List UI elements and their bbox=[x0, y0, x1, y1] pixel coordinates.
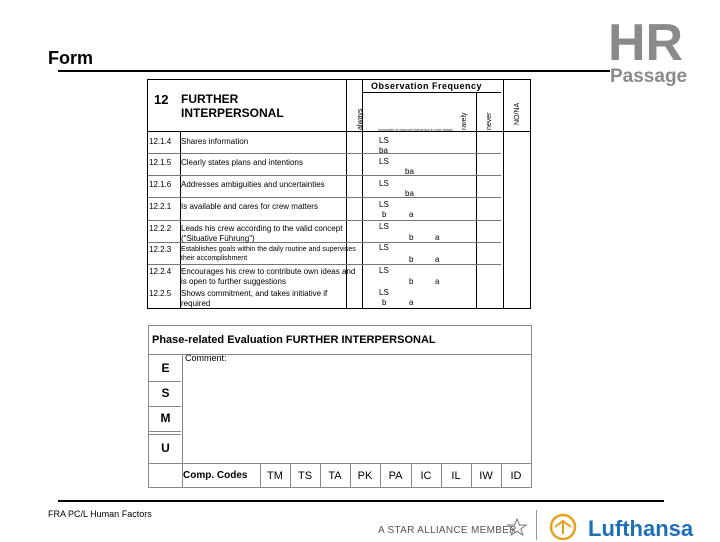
evaluation-title: Phase-related Evaluation FURTHER INTERPERSONAL bbox=[152, 334, 436, 346]
evaluation-table bbox=[148, 325, 532, 488]
grid-line bbox=[149, 431, 181, 432]
row-text: Establishes goals within the daily routine and supervises their accomplishment bbox=[181, 246, 356, 262]
code-pa: PA bbox=[388, 470, 403, 482]
mark: a bbox=[435, 277, 440, 286]
row-id: 12.2.4 bbox=[149, 267, 172, 276]
mark: LS bbox=[379, 243, 389, 252]
col-label-nona: NO/NA bbox=[514, 102, 521, 125]
grid-line bbox=[503, 80, 504, 308]
grid-line bbox=[148, 197, 501, 198]
grid-line bbox=[148, 220, 501, 221]
code-il: IL bbox=[451, 470, 461, 482]
lufthansa-brand: Lufthansa bbox=[588, 516, 694, 541]
section-title bbox=[181, 92, 356, 120]
mark: ba bbox=[379, 146, 388, 155]
footer-divider bbox=[58, 500, 664, 502]
mark: b bbox=[409, 233, 414, 242]
page-title: Form bbox=[48, 48, 93, 68]
grid-line bbox=[182, 354, 183, 487]
mark: LS bbox=[379, 222, 389, 231]
star-alliance-text: A STAR ALLIANCE MEMBER bbox=[378, 525, 517, 536]
grid-line bbox=[476, 92, 477, 308]
grid-line bbox=[362, 92, 501, 93]
row-id: 12.2.3 bbox=[149, 245, 172, 254]
mark: a bbox=[409, 298, 414, 307]
mark: LS bbox=[379, 136, 389, 145]
footer-department: FRA PC/L Human Factors bbox=[48, 509, 152, 519]
mark: a bbox=[409, 210, 414, 219]
row-text: Encourages his crew to contribute own ideas and is open to further suggestions bbox=[181, 267, 356, 286]
star-alliance-icon bbox=[506, 518, 528, 536]
row-id: 12.1.4 bbox=[149, 137, 172, 146]
section-title-line: FURTHER bbox=[181, 92, 239, 106]
frequency-title: Observation Frequency bbox=[370, 81, 483, 91]
code-ta: TA bbox=[328, 470, 342, 482]
rating-u: U bbox=[161, 441, 170, 455]
grid-line bbox=[148, 264, 501, 265]
comment-label: Comment: bbox=[185, 353, 227, 363]
mark: LS bbox=[379, 288, 389, 297]
rating-m: M bbox=[160, 411, 171, 425]
mark: LS bbox=[379, 179, 389, 188]
rating-e: E bbox=[161, 361, 170, 375]
rating-s: S bbox=[161, 386, 170, 400]
col-label-always: always bbox=[357, 108, 364, 130]
code-id: ID bbox=[510, 470, 522, 482]
code-iw: IW bbox=[479, 470, 493, 482]
grid-line bbox=[149, 381, 181, 382]
mark: b bbox=[409, 277, 414, 286]
section-number: 12 bbox=[154, 92, 169, 107]
section-title-line: INTERPERSONAL bbox=[181, 106, 284, 120]
code-pk: PK bbox=[357, 470, 373, 482]
mark: b bbox=[382, 210, 387, 219]
logo-passage-text: Passage bbox=[610, 66, 688, 87]
grid-line bbox=[148, 131, 530, 132]
mark: ba bbox=[405, 167, 414, 176]
mark: LS bbox=[379, 157, 389, 166]
grid-line bbox=[149, 406, 181, 407]
row-text: Is available and cares for crew matters bbox=[181, 202, 318, 211]
row-text: Addresses ambiguities and uncertainties bbox=[181, 180, 325, 189]
header-divider bbox=[58, 70, 610, 72]
grid-line bbox=[148, 153, 501, 154]
row-text: Clearly states plans and intentions bbox=[181, 158, 303, 167]
grid-line bbox=[149, 463, 531, 464]
logo-hr-text: HR bbox=[608, 14, 684, 72]
mark: LS bbox=[379, 266, 389, 275]
observation-table bbox=[147, 79, 531, 309]
row-id: 12.2.2 bbox=[149, 224, 172, 233]
row-id: 12.1.6 bbox=[149, 180, 172, 189]
col-label-never: never bbox=[486, 112, 493, 130]
code-tm: TM bbox=[267, 470, 283, 482]
column-note: (examples of observed behaviour in rows below) bbox=[378, 128, 454, 132]
code-ts: TS bbox=[297, 470, 313, 482]
mark: a bbox=[435, 233, 440, 242]
mark: ba bbox=[405, 189, 414, 198]
row-text: Shows commitment, and takes initiative if required bbox=[181, 289, 328, 308]
footer-separator bbox=[536, 510, 537, 540]
grid-line bbox=[149, 434, 181, 435]
row-id: 12.2.5 bbox=[149, 289, 172, 298]
row-id: 12.2.1 bbox=[149, 202, 172, 211]
row-text: Shares information bbox=[181, 137, 249, 146]
code-ic: IC bbox=[420, 470, 432, 482]
mark: LS bbox=[379, 200, 389, 209]
mark: b bbox=[382, 298, 387, 307]
row-text: Leads his crew according to the valid concept ("Situative Führung") bbox=[181, 224, 343, 243]
grid-line bbox=[148, 175, 501, 176]
col-label-rarely: rarely bbox=[461, 112, 468, 130]
hr-passage-logo bbox=[606, 14, 692, 88]
row-id: 12.1.5 bbox=[149, 158, 172, 167]
comp-codes-label: Comp. Codes bbox=[183, 470, 248, 481]
mark: a bbox=[435, 255, 440, 264]
mark: b bbox=[409, 255, 414, 264]
lufthansa-crane-icon bbox=[548, 512, 578, 540]
